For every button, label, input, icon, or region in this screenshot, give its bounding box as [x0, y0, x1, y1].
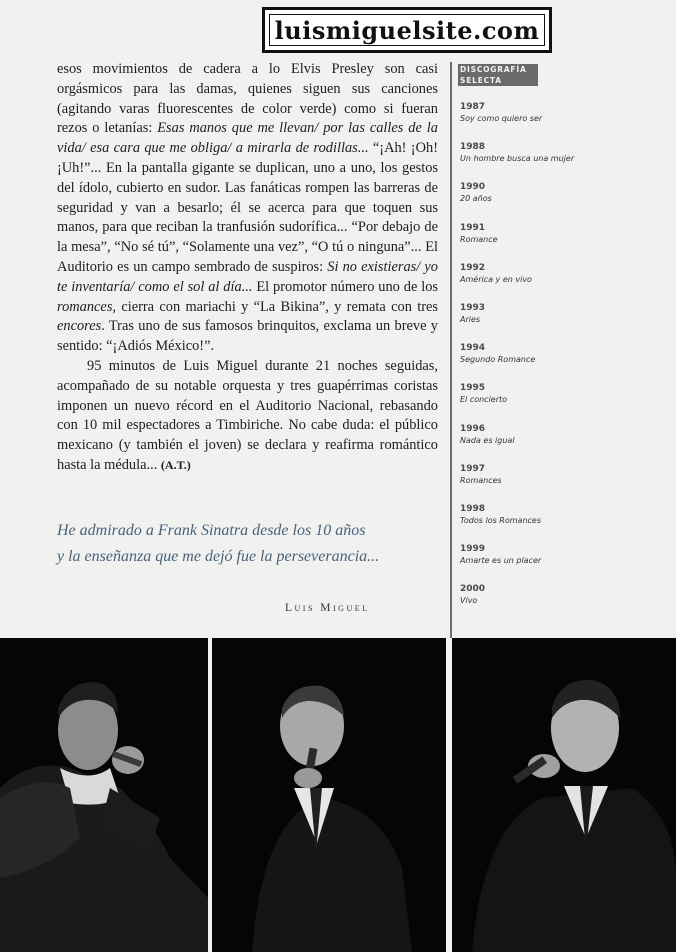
- lyric-quote: encores: [57, 318, 102, 335]
- paragraph-1-text: , cierra con mariachi y “La Bikina”, y remata con tres: [112, 298, 438, 315]
- author-initials: (A.T.): [160, 457, 191, 472]
- article-paragraph-2: [57, 357, 438, 476]
- album-year: 1990: [460, 182, 486, 193]
- album-title: Amarte es un placer: [460, 556, 542, 566]
- site-watermark: [262, 7, 552, 53]
- album-year: 1998: [460, 503, 486, 514]
- album-year: 1993: [460, 302, 486, 313]
- discography-item: [460, 302, 640, 342]
- album-year: 1992: [460, 262, 486, 273]
- album-year: 1994: [460, 343, 486, 354]
- album-title: El concierto: [460, 395, 508, 405]
- discography-item: [460, 423, 640, 463]
- album-year: 1988: [460, 142, 486, 153]
- lyric-quote: romances: [57, 298, 113, 315]
- discography-heading-line-2: SELECTA: [460, 76, 502, 85]
- discography-item: [460, 101, 640, 141]
- paragraph-1-text: “¡Ah! ¡Oh! ¡Uh!”... En la pantalla gigante se duplican, uno a uno, los gestos del ídolo, cubierto en sudor. Las fanáticas rompen las barreras de seguridad y van a besarlo; él se acerca para que toquen sus manos, para que reciban la tranfusión sudorífica... “Por debajo de la mesa”, “No sé tú”, “Solamente una vez”, “O tú o ninguna”... El Auditorio es un campo sembrado de suspiros:: [57, 140, 438, 275]
- singer-silhouette-center: [212, 638, 446, 952]
- discography-item: [460, 141, 640, 181]
- album-title: 20 años: [460, 194, 492, 204]
- column-divider: [450, 62, 452, 640]
- paragraph-2-text: 95 minutos de Luis Miguel durante 21 noches seguidas, acompañado de su notable orquesta y tres guapérrimas coristas imponen un nuevo récord en el Auditorio Nacional, rebasando con 10 mil espectadores a Timbiriche. No cabe duda: el público mexicano (y también el joven) se declara y reafirma romántico hasta la médula...: [57, 357, 438, 473]
- pull-quote: [57, 518, 437, 570]
- paragraph-1-text: El promotor número uno de los: [252, 278, 438, 295]
- discography-item: [460, 543, 640, 583]
- album-title: Aries: [460, 314, 481, 324]
- watermark-text: luismiguelsite.com: [269, 14, 545, 46]
- paragraph-1-text: . Tras uno de sus famosos brinquitos, exclama un breve y sentido: “¡Adiós México!”.: [57, 318, 438, 355]
- album-title: Un hombre busca una mujer: [460, 154, 575, 164]
- album-year: 1996: [460, 423, 486, 434]
- discography-item: [460, 583, 640, 623]
- discography-heading: [458, 64, 538, 86]
- discography-item: [460, 463, 640, 503]
- quote-line-2: y la enseñanza que me dejó fue la perseverancia...: [57, 548, 380, 565]
- article-body: [57, 60, 438, 476]
- article-paragraph-1: [57, 60, 438, 357]
- discography-item: [460, 262, 640, 302]
- lyric-quote: Si no existieras/ yo te inventaría/ como el sol al día...: [57, 258, 438, 295]
- album-title: América y en vivo: [460, 274, 532, 284]
- discography-heading-line-1: DISCOGRAFÍA: [460, 65, 527, 74]
- quote-author: Luis Miguel: [285, 602, 370, 614]
- discography-list: [460, 101, 640, 623]
- discography-item: [460, 181, 640, 221]
- album-year: 1991: [460, 222, 486, 233]
- discography-item: [460, 222, 640, 262]
- album-title: Nada es igual: [460, 435, 515, 445]
- discography-item: [460, 503, 640, 543]
- paragraph-1-text: esos movimientos de cadera a lo Elvis Presley son casi orgásmicos para las damas, quienes siguen sus canciones (agitando varas fluorescentes de color verde) como si fueran rezos o letanías:: [57, 61, 438, 137]
- singer-silhouette-left: [0, 638, 208, 952]
- album-title: Romances: [460, 475, 502, 485]
- concert-photo-left: [0, 638, 208, 952]
- album-title: Soy como quiero ser: [460, 114, 543, 123]
- album-year: 1995: [460, 383, 486, 394]
- discography-item: [460, 382, 640, 422]
- album-title: Vivo: [460, 596, 478, 606]
- album-year: 1999: [460, 544, 486, 555]
- concert-photo-center: [212, 638, 446, 952]
- album-title: Segundo Romance: [460, 355, 536, 365]
- album-title: Todos los Romances: [460, 515, 542, 525]
- singer-silhouette-right: [452, 638, 676, 952]
- lyric-quote: Esas manos que me llevan/ por las calles de la vida/ esa cara que me obliga/ a mirarla de rodillas...: [57, 120, 438, 157]
- album-title: Romance: [460, 234, 498, 244]
- quote-line-1: He admirado a Frank Sinatra desde los 10 años: [57, 522, 366, 539]
- photo-strip: [0, 638, 676, 952]
- album-year: 1987: [460, 102, 486, 112]
- album-year: 1997: [460, 463, 486, 474]
- album-year: 2000: [460, 584, 486, 595]
- concert-photo-right: [452, 638, 676, 952]
- discography-item: [460, 342, 640, 382]
